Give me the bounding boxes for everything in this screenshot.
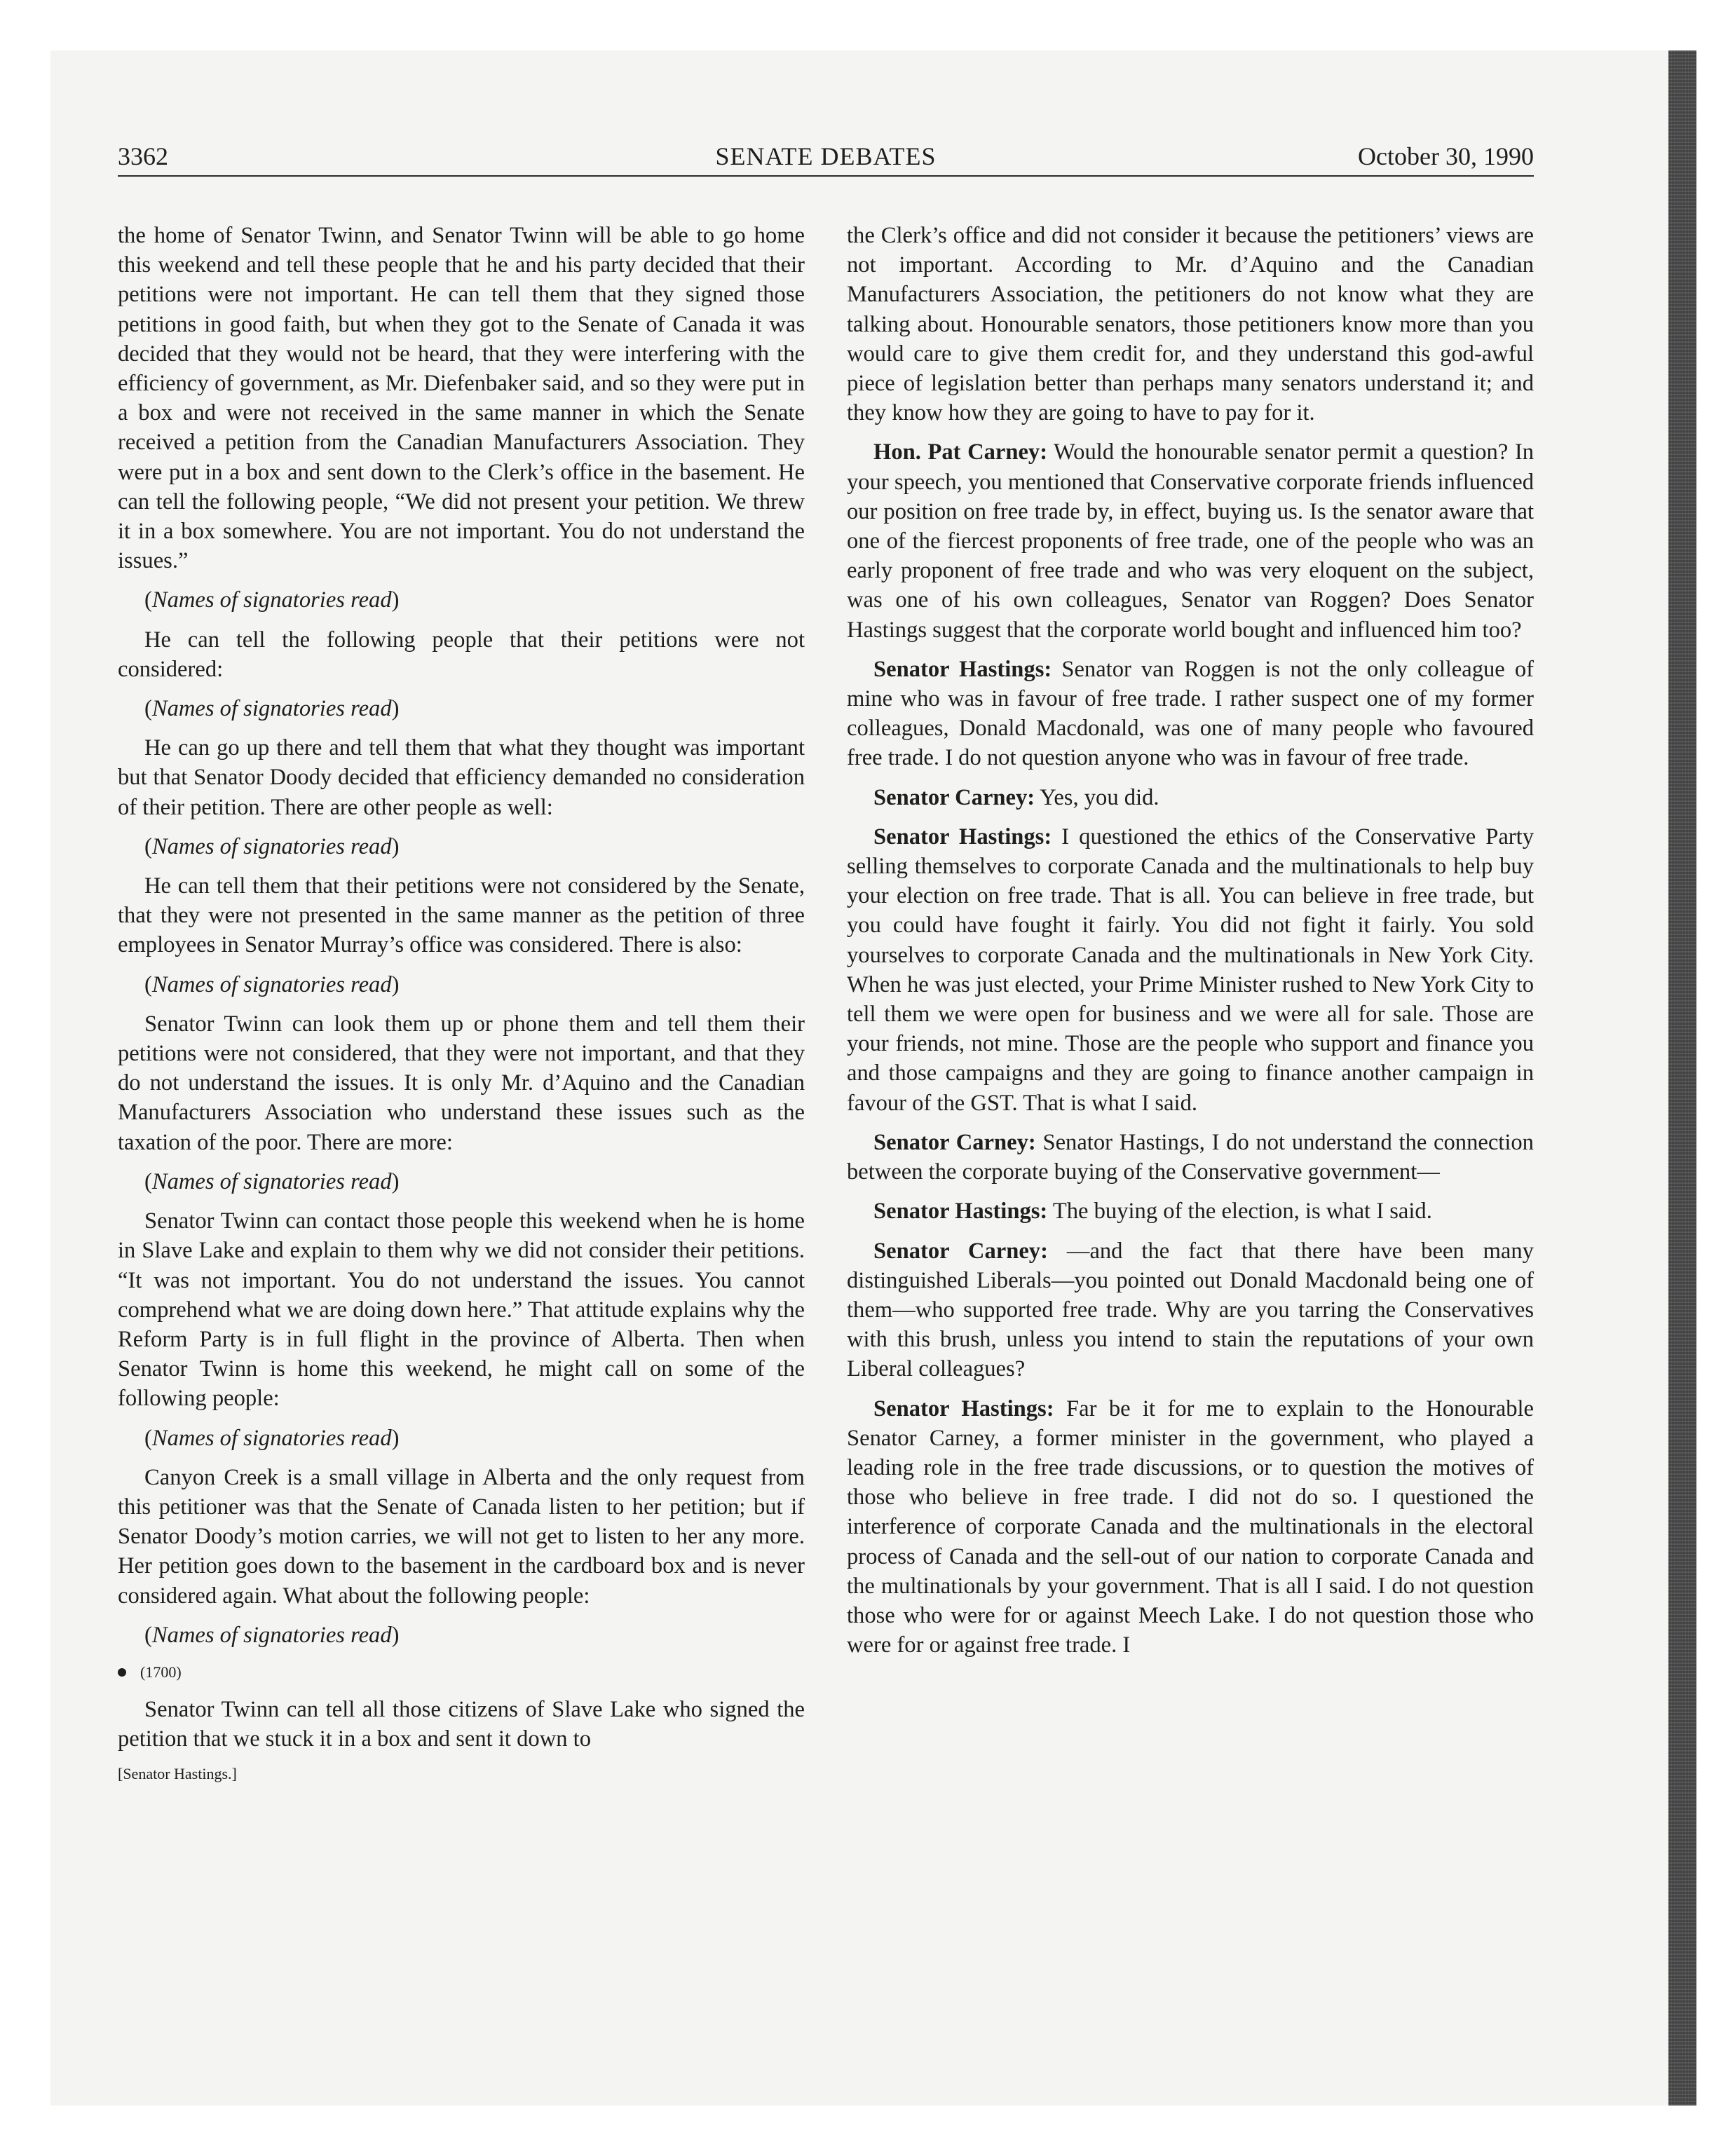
signatories-note: (Names of signatories read) (144, 587, 400, 613)
speaker-name: Senator Carney: (873, 1238, 1048, 1264)
paragraph: the home of Senator Twinn, and Senator Twinn will be able to go home this weekend and tell these people that he and his party decided that their petitions were not important. He can tell them that they signed those petitions in good faith, but when they got to the Senate of Canada it was decided that they would not be heard, that they were interfering with the efficiency of government, as Mr. Diefenbaker said, and so they were put in a box and were not received in the same manner in which the Senate received a petition from the Canadian Manufacturers Association. They were put in a box and sent down to the Clerk’s office in the basement. He can tell the following people, “We did not present your petition. We threw it in a box somewhere. You are not important. You do not understand the issues.” (118, 223, 805, 574)
publication-date: October 30, 1990 (1358, 142, 1534, 170)
scan-edge (1668, 50, 1696, 2106)
paragraph: the Clerk’s office and did not consider it because the petitioners’ views are not important. According to Mr. d’Aquino and the Canadian Manufacturers Association, the petitioners do not know what they are talking about. Honourable senators, those petitioners know more than you would care to give them credit for, and they understand this god-awful piece of legislation better than perhaps many senators understand it; and they know how they are going to have to pay for it. (847, 223, 1534, 426)
speech (847, 1236, 1534, 1384)
speech-text: I questioned the ethics of the Conservative Party selling themselves to corporate Canada and the multinationals to help buy your election on free trade. That is all. You can believe in free trade, but you could have fought it fairly. You did not fight it fairly. You sold yourselves to corporate Canada and the multinationals in New York City. When he was just elected, your Prime Minister rushed to New York City to tell them we were open for business and we were all for sale. Those are your friends, not mine. Those are the people who support and finance you and those campaigns and they are going to finance another campaign in favour of the GST. That is what I said. (847, 824, 1534, 1116)
time-marker-text: (1700) (140, 1663, 182, 1681)
header-rule (118, 175, 1534, 177)
speech (847, 783, 1534, 812)
paragraph: Senator Twinn can look them up or phone them and tell them their petitions were not considered, that they were not important, and that they do not understand the issues. It is only Mr. d’Aquino and the Canadian Manufacturers Association who understand these issues such as the taxation of the poor. There are more: (118, 1011, 805, 1155)
signatories-note: (Names of signatories read) (144, 971, 400, 997)
page-number: 3362 (118, 142, 168, 170)
publication-title: SENATE DEBATES (715, 142, 937, 170)
signatories-text: Names of signatories read (151, 1622, 392, 1648)
speaker-footer: [Senator Hastings.] (118, 1765, 237, 1783)
speech (847, 1128, 1534, 1187)
page-header (118, 140, 1534, 172)
speech-text: Senator van Roggen is not the only colleague of mine who was in favour of free trade. I rather suspect one of my former colleagues, Donald Macdonald, was one of many people who favoured free trade. I do not question anyone who was in favour of free trade. (847, 656, 1534, 771)
speech-text: The buying of the election, is what I said. (1052, 1199, 1432, 1224)
speech-text: —and the fact that there have been many distinguished Liberals—you pointed out Donald Macdonald being one of them—who supported free trade. Why are you tarring the Conservatives with this brush, unless you intend to stain the reputations of your own Liberal colleagues? (847, 1238, 1534, 1382)
speech-text: Would the honourable senator permit a question? In your speech, you mentioned that Conservative corporate friends influenced our position on free trade by, in effect, buying us. Is the senator aware that one of the fiercest proponents of free trade, one of the people who was an early proponent of free trade and who was very eloquent on the subject, was one of his own colleagues, Senator van Roggen? Does Senator Hastings suggest that the corporate world bought and influenced him too? (847, 439, 1534, 643)
paragraph: Senator Twinn can tell all those citizens of Slave Lake who signed the petition that we stuck it in a box and sent it down to (118, 1696, 805, 1752)
left-column (118, 221, 805, 1785)
speaker-name: Senator Carney: (873, 784, 1035, 810)
speaker-name: Senator Hastings: (873, 1199, 1048, 1224)
signatories-text: Names of signatories read (151, 1168, 392, 1194)
signatories-text: Names of signatories read (151, 1425, 392, 1451)
speaker-name: Hon. Pat Carney: (873, 439, 1048, 465)
signatories-text: Names of signatories read (151, 696, 392, 722)
speaker-name: Senator Hastings: (873, 824, 1052, 850)
signatories-note: (Names of signatories read) (144, 833, 400, 859)
speech (847, 655, 1534, 773)
signatories-note: (Names of signatories read) (144, 1622, 400, 1648)
speech (847, 822, 1534, 1118)
signatories-note: (Names of signatories read) (144, 1425, 400, 1451)
speech-text: Far be it for me to explain to the Honourable Senator Carney, a former minister in the government, who played a leading role in the free trade discussions, or to question the motives of those who believe in free trade. I did not do so. I questioned the interference of corporate Canada and the multinationals in the electoral process of Canada and the sell-out of our nation to corporate Canada and the multinationals by your government. That is all I said. I do not question those who were for or against Meech Lake. I do not question those who were for or against free trade. I (847, 1396, 1534, 1658)
right-column (847, 221, 1534, 1670)
paragraph: He can tell them that their petitions were not considered by the Senate, that they were not presented in the same manner as the petition of three employees in Senator Murray’s office was considered. There is also: (118, 873, 805, 958)
speaker-name: Senator Hastings: (873, 656, 1052, 682)
speaker-name: Senator Carney: (873, 1129, 1036, 1155)
signatories-text: Names of signatories read (151, 971, 392, 997)
signatories-note: (Names of signatories read) (144, 1168, 400, 1194)
paragraph: He can tell the following people that their petitions were not considered: (118, 627, 805, 682)
speech-text: Senator Hastings, I do not understand the connection between the corporate buying of the Conservative government— (847, 1129, 1534, 1185)
signatories-note: (Names of signatories read) (144, 696, 400, 722)
bullet-icon (118, 1668, 126, 1677)
speech-text: Yes, you did. (1040, 784, 1159, 810)
speaker-name: Senator Hastings: (873, 1396, 1054, 1421)
speech (847, 1394, 1534, 1660)
paragraph: Senator Twinn can contact those people this weekend when he is home in Slave Lake and explain to them why we did not consider their petitions. “It was not important. You do not understand the issues. You cannot comprehend what we are doing down here.” That attitude explains why the Reform Party is in full flight in the province of Alberta. Then when Senator Twinn is home this weekend, he might call on some of the following people: (118, 1208, 805, 1412)
speech (847, 1196, 1534, 1226)
paragraph: Canyon Creek is a small village in Alberta and the only request from this petitioner was that the Senate of Canada listen to her petition; but if Senator Doody’s motion carries, we will not get to listen to her any more. Her petition goes down to the basement in the cardboard box and is never considered again. What about the following people: (118, 1464, 805, 1609)
speech (847, 437, 1534, 644)
signatories-text: Names of signatories read (151, 587, 392, 613)
paragraph: He can go up there and tell them that what they thought was important but that Senator Doody decided that efficiency demanded no consideration of their petition. There are other people as well: (118, 735, 805, 820)
time-marker (118, 1660, 805, 1685)
signatories-text: Names of signatories read (151, 833, 392, 859)
